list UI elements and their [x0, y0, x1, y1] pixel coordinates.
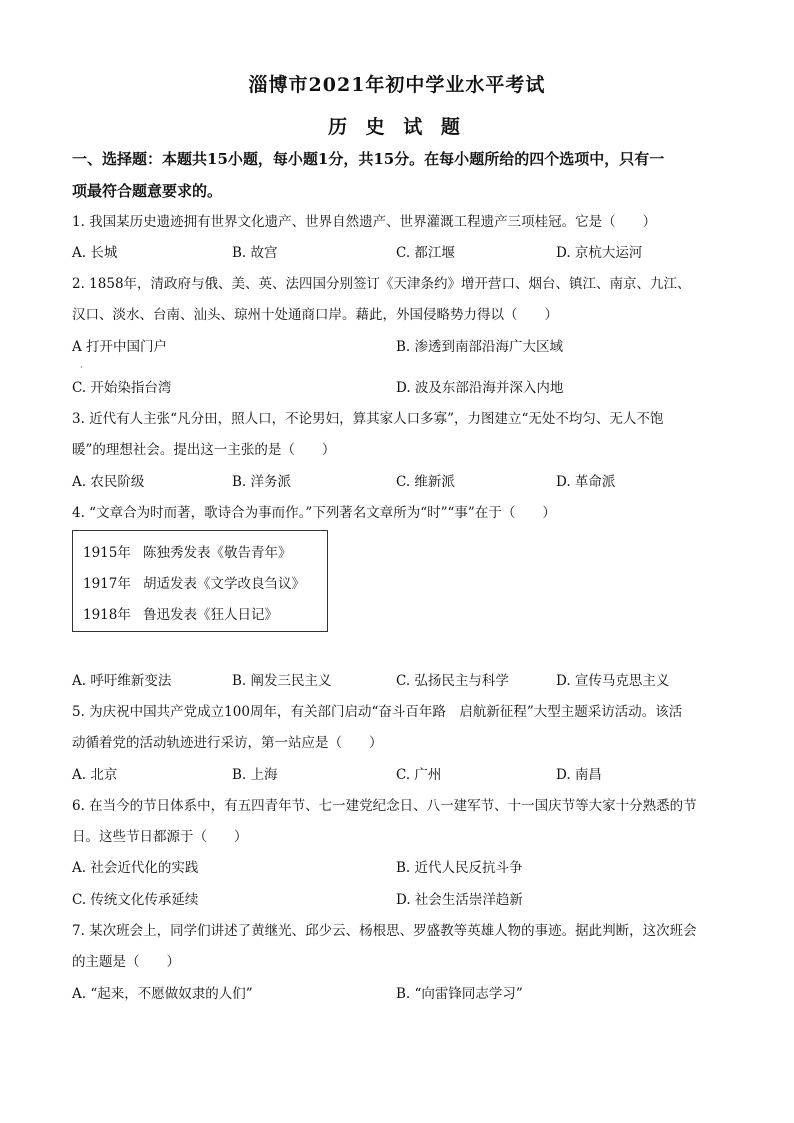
section-heading: [72, 143, 732, 207]
material-event: 胡适发表《文学改良刍议》: [143, 576, 305, 592]
question-1-option-b: B. 故宫: [232, 245, 278, 261]
question-5-option-c: C. 广州: [396, 767, 442, 783]
material-row: [83, 541, 292, 561]
question-2-option-a: A 打开中国门户: [72, 339, 168, 355]
question-6-option-b: B. 近代人民反抗斗争: [396, 860, 523, 876]
question-5-option-d: D. 南昌: [556, 767, 602, 783]
question-2-option-b: B. 渗透到南部沿海广大区域: [396, 339, 564, 355]
question-4-option-a: A. 呼吁维新变法: [72, 673, 172, 689]
question-5-stem-line-1: 5. 为庆祝中国共产党成立100周年，有关部门启动“奋斗百年路 启航新征程”大型主题采访活动。该活: [72, 704, 683, 720]
material-event: 陈独秀发表《敬告青年》: [143, 545, 292, 561]
material-year: 1918年: [83, 607, 131, 623]
question-6-stem-line-2: 日。这些节日都源于（ ）: [72, 829, 248, 845]
section-heading-line-1: 一、选择题：本题共15小题，每小题1分，共15分。在每小题所给的四个选项中，只有一: [72, 150, 665, 168]
question-4-material-box: [72, 530, 328, 632]
material-row: [83, 572, 305, 592]
question-6-option-c: C. 传统文化传承延续: [72, 892, 199, 908]
question-5-stem-line-2: 动循着党的活动轨迹进行采访，第一站应是（ ）: [72, 735, 383, 751]
question-6-stem-line-1: 6. 在当今的节日体系中，有五四青年节、七一建党纪念日、八一建军节、十一国庆节等大家十分熟悉的节: [72, 798, 697, 814]
question-1-option-d: D. 京杭大运河: [556, 245, 643, 261]
question-3-stem-line-1: 3. 近代有人主张“凡分田，照人口，不论男妇，算其家人口多寡”，力图建立“无处不均匀、无人不饱: [72, 411, 664, 427]
question-6-option-a: A. 社会近代化的实践: [72, 860, 199, 876]
exam-subtitle: 历 史 试 题: [328, 116, 466, 138]
material-row: [83, 603, 278, 623]
question-5-option-a: A. 北京: [72, 767, 118, 783]
material-event: 鲁迅发表《狂人日记》: [143, 607, 278, 623]
question-7-option-b: B. “向雷锋同志学习”: [396, 986, 523, 1002]
question-3-option-a: A. 农民阶级: [72, 474, 145, 490]
question-2-stem-line-2: 汉口、淡水、台南、汕头、琼州十处通商口岸。藉此，外国侵略势力得以（ ）: [72, 307, 558, 323]
material-year: 1915年: [83, 545, 131, 561]
question-5-option-b: B. 上海: [232, 767, 278, 783]
question-2-option-c: C. 开始染指台湾: [72, 380, 172, 396]
question-3-option-b: B. 洋务派: [232, 474, 292, 490]
question-7-stem-line-2: 的主题是（ ）: [72, 954, 180, 970]
question-4-option-c: C. 弘扬民主与科学: [396, 673, 509, 689]
question-7-option-a: A. “起来，不愿做奴隶的人们”: [72, 986, 253, 1002]
material-year: 1917年: [83, 576, 131, 592]
question-3-stem-line-2: 暖”的理想社会。提出这一主张的是（ ）: [72, 442, 336, 458]
question-3-option-d: D. 革命派: [556, 474, 616, 490]
section-heading-line-2: 项最符合题意要求的。: [72, 182, 223, 200]
question-4-option-b: B. 阐发三民主义: [232, 673, 332, 689]
stray-dot: ·: [80, 363, 83, 372]
question-2-stem-line-1: 2. 1858年，清政府与俄、美、英、法四国分别签订《天津条约》增开营口、烟台、镇江、南京、九江、: [72, 276, 691, 292]
question-1-option-c: C. 都江堰: [396, 245, 455, 261]
question-1-stem: 1. 我国某历史遗迹拥有世界文化遗产、世界自然遗产、世界灌溉工程遗产三项桂冠。它是（ ）: [72, 214, 657, 230]
question-2-option-d: D. 波及东部沿海并深入内地: [396, 380, 564, 396]
question-4-stem: 4. “文章合为时而著，歌诗合为事而作。”下列著名文章所为“时”“事”在于（ ）: [72, 505, 556, 521]
exam-title: 淄博市2021年初中学业水平考试: [248, 74, 546, 96]
question-1-option-a: A. 长城: [72, 245, 118, 261]
question-6-option-d: D. 社会生活崇洋趋新: [396, 892, 523, 908]
question-7-stem-line-1: 7. 某次班会上，同学们讲述了黄继光、邱少云、杨根思、罗盛教等英雄人物的事迹。据此判断，这次班会: [72, 923, 697, 939]
question-4-option-d: D. 宣传马克思主义: [556, 673, 670, 689]
question-3-option-c: C. 维新派: [396, 474, 455, 490]
